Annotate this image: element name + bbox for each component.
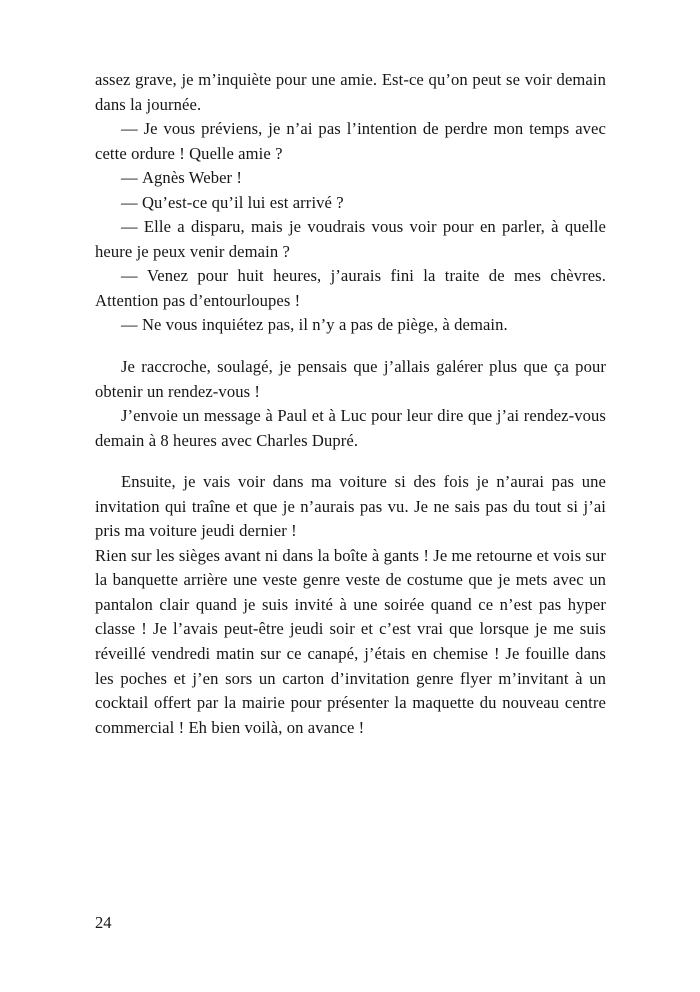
paragraph: Je raccroche, soulagé, je pensais que j’allais galérer plus que ça pour obtenir un rendez-vous ! bbox=[95, 357, 606, 401]
paragraph: — Ne vous inquiétez pas, il n’y a pas de piège, à demain. bbox=[121, 315, 508, 335]
paragraph: Ensuite, je vais voir dans ma voiture si des fois je n’aurai pas une invitation qui traîne et que je n’aurais pas vu. Je ne sais pas du tout si j’ai pris ma voiture jeudi dernier ! bbox=[95, 472, 606, 541]
page-number: 24 bbox=[95, 913, 112, 932]
paragraph: — Elle a disparu, mais je voudrais vous voir pour en parler, à quelle heure je peux venir demain ? bbox=[95, 217, 606, 261]
paragraph: — Agnès Weber ! bbox=[121, 168, 243, 188]
paragraph: — Je vous préviens, je n’ai pas l’intention de perdre mon temps avec cette ordure ! Quelle amie ? bbox=[95, 119, 606, 163]
paragraph: J’envoie un message à Paul et à Luc pour leur dire que j’ai rendez-vous demain à 8 heures avec Charles Dupré. bbox=[95, 406, 606, 450]
paragraph: — Venez pour huit heures, j’aurais fini la traite de mes chèvres. Attention pas d’entourloupes ! bbox=[95, 266, 606, 310]
paragraph: — Qu’est-ce qu’il lui est arrivé ? bbox=[121, 192, 344, 212]
paragraph: Rien sur les sièges avant ni dans la boîte à gants ! Je me retourne et vois sur la banquette arrière une veste genre veste de costume que je mets avec un pantalon clair quand je suis invité à une soirée quand ce n’est pas hyper classe ! Je l’avais peut-être jeudi soir et c’est vrai que lorsque je me suis réveillé vendredi matin sur ce canapé, j’étais en chemise ! Je fouille dans les poches et j’en sors un carton d’invitation genre flyer m’invitant à un cocktail offert par la mairie pour présenter la maquette du nouveau centre commercial ! Eh bien voilà, on avance ! bbox=[95, 545, 606, 737]
paragraph: assez grave, je m’inquiète pour une amie. Est-ce qu’on peut se voir demain dans la journée. bbox=[95, 70, 606, 114]
page-text-block bbox=[95, 68, 606, 740]
